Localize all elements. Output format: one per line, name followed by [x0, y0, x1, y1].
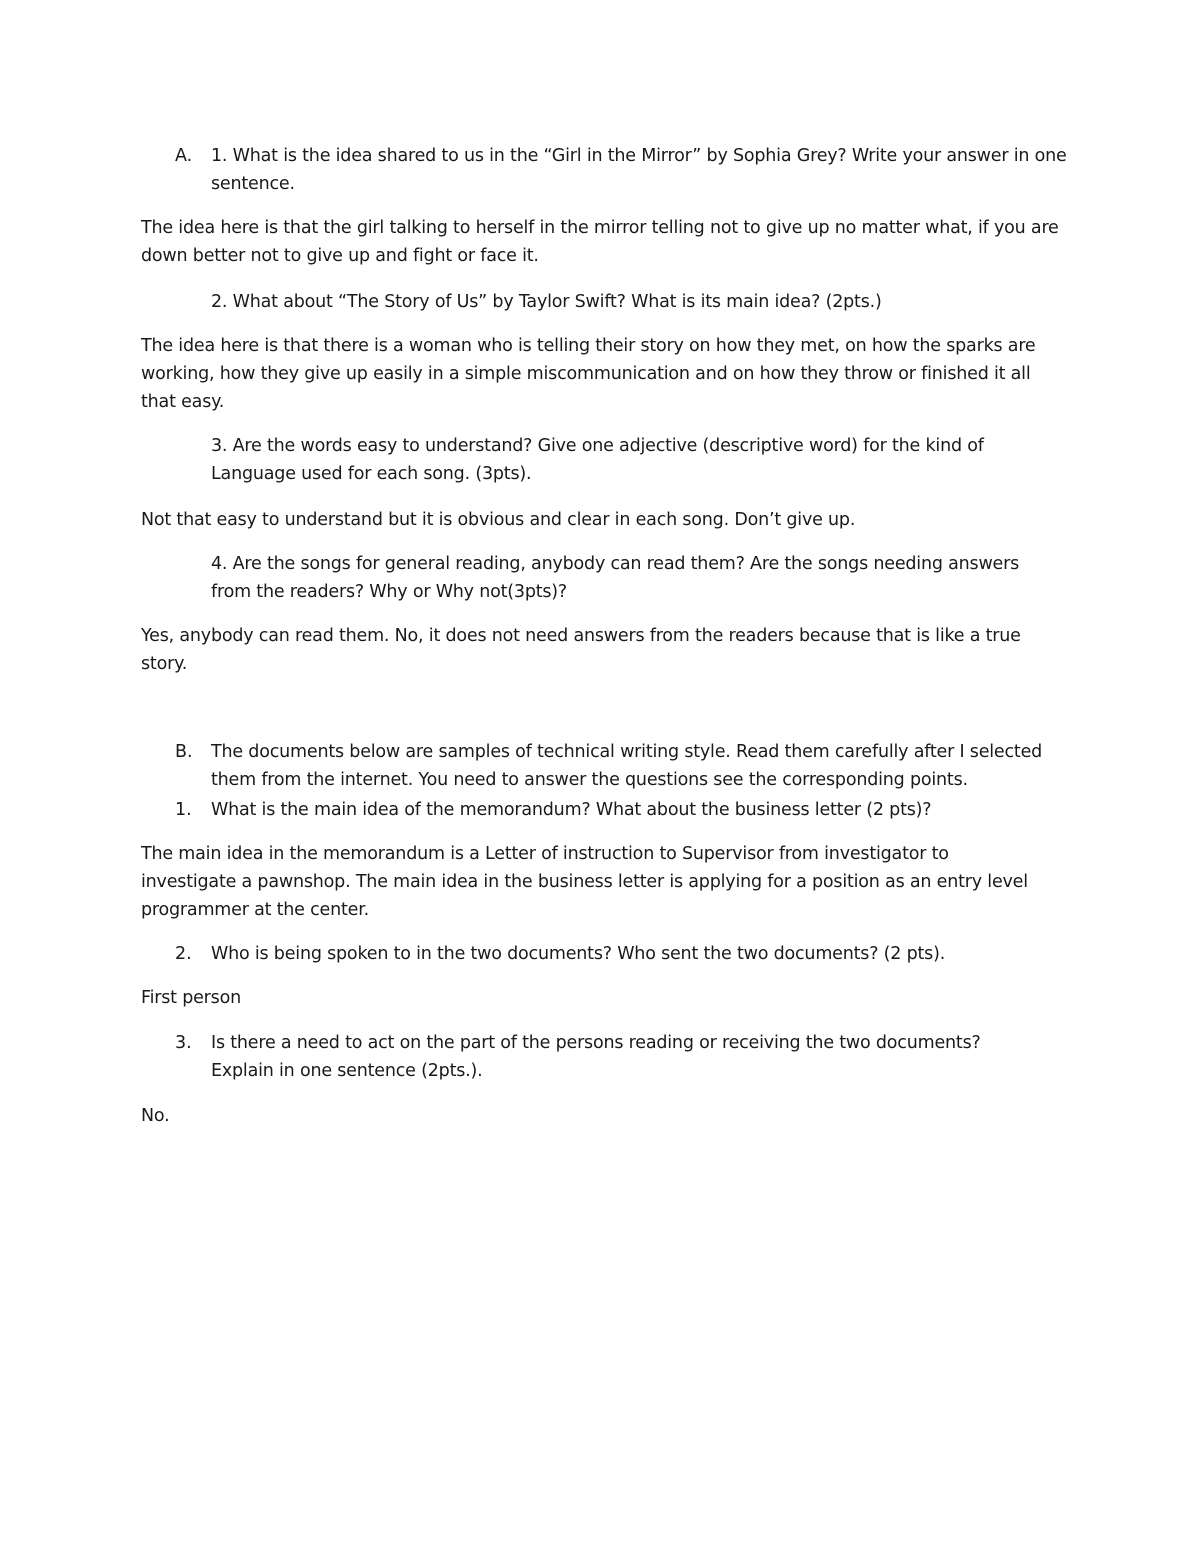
section-b-answer-1: The main idea in the memorandum is a Letter of instruction to Supervisor from investigator to investigate a pawnshop. The main idea in the business letter is applying for a position as an entry level programmer at the center. — [141, 844, 1028, 920]
section-b-intro: The documents below are samples of technical writing style. Read them carefully after I selected them from the internet. You need to answer the questions see the corresponding points. — [211, 742, 1043, 790]
section-b-question-3-marker: 3. — [175, 1033, 192, 1053]
section-b-answer-3: No. — [141, 1106, 170, 1126]
section-b-question-1: What is the main idea of the memorandum? What about the business letter (2 pts)? — [211, 800, 932, 820]
section-b-marker: B. — [175, 742, 193, 762]
section-a-answer-1: The idea here is that the girl talking to herself in the mirror telling not to give up no matter what, if you are down better not to give up and fight or face it. — [141, 218, 1059, 266]
section-b-question-2-marker: 2. — [175, 944, 192, 964]
section-b-question-3: Is there a need to act on the part of the persons reading or receiving the two documents? Explain in one sentence (2pts.). — [211, 1033, 981, 1081]
section-a-answer-2: The idea here is that there is a woman who is telling their story on how they met, on how the sparks are working, how they give up easily in a simple miscommunication and on how they throw or finished it all that easy. — [141, 336, 1036, 412]
section-b-question-1-marker: 1. — [175, 800, 192, 820]
section-a-question-2: 2. What about “The Story of Us” by Taylor Swift? What is its main idea? (2pts.) — [211, 292, 882, 312]
section-a-question-3: 3. Are the words easy to understand? Give one adjective (descriptive word) for the kind of Language used for each song. (3pts). — [211, 436, 984, 484]
section-a-answer-4: Yes, anybody can read them. No, it does not need answers from the readers because that is like a true story. — [141, 626, 1021, 674]
section-b-answer-2: First person — [141, 988, 241, 1008]
section-a-question-1: 1. What is the idea shared to us in the “Girl in the Mirror” by Sophia Grey? Write your answer in one sentence. — [211, 146, 1067, 194]
section-a-answer-3: Not that easy to understand but it is obvious and clear in each song. Don’t give up. — [141, 510, 856, 530]
section-b-question-2: Who is being spoken to in the two documents? Who sent the two documents? (2 pts). — [211, 944, 946, 964]
section-a-question-4: 4. Are the songs for general reading, anybody can read them? Are the songs needing answers from the readers? Why or Why not(3pts)? — [211, 554, 1020, 602]
section-a-marker: A. — [175, 146, 193, 166]
